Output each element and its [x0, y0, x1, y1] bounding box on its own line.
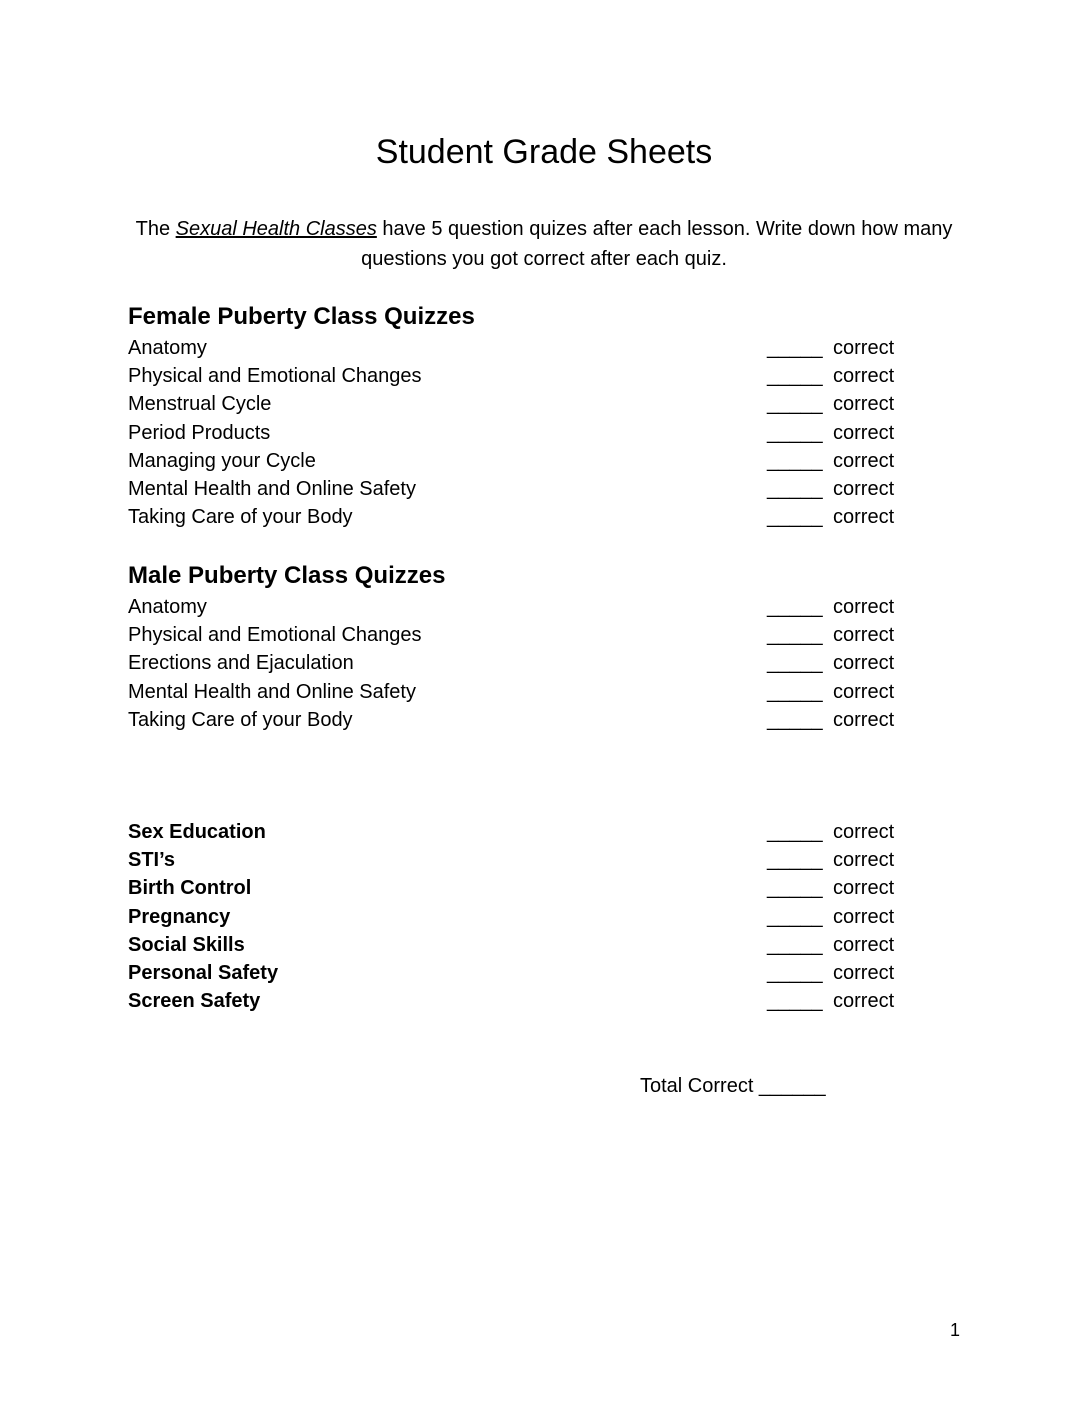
correct-label: correct: [833, 961, 895, 984]
quiz-label: Birth Control: [128, 877, 252, 900]
quiz-label: Erections and Ejaculation: [128, 652, 354, 675]
quiz-label: Taking Care of your Body: [128, 506, 353, 529]
quiz-row: [128, 419, 900, 447]
quiz-row: [128, 621, 900, 649]
quiz-label: Taking Care of your Body: [128, 708, 353, 731]
correct-label: correct: [833, 393, 895, 416]
score-blank: _____: [767, 506, 823, 529]
intro-paragraph: [128, 214, 960, 274]
quiz-row: [128, 706, 900, 734]
score-blank: _____: [767, 680, 823, 703]
score-blank: _____: [767, 652, 823, 675]
quiz-label: Managing your Cycle: [128, 449, 316, 472]
correct-label: correct: [833, 477, 895, 500]
correct-label: correct: [833, 933, 895, 956]
score-blank: _____: [767, 933, 823, 956]
quiz-label: Personal Safety: [128, 961, 279, 984]
quiz-row: [128, 678, 900, 706]
quiz-row: [128, 503, 900, 531]
quiz-row: [128, 649, 900, 677]
intro-emphasis: Sexual Health Classes: [175, 218, 377, 240]
quiz-label: Anatomy: [128, 596, 207, 618]
correct-label: correct: [833, 708, 895, 731]
quiz-row: [128, 390, 900, 418]
quiz-row: [128, 874, 900, 902]
quiz-row: [128, 334, 900, 362]
correct-label: correct: [833, 596, 895, 618]
correct-label: correct: [833, 990, 895, 1013]
quiz-row: [128, 475, 900, 503]
score-blank: _____: [767, 990, 823, 1013]
total-correct: Total Correct ______: [640, 1075, 826, 1097]
correct-label: correct: [833, 421, 895, 444]
quiz-row: [128, 593, 900, 621]
correct-label: correct: [833, 905, 895, 928]
quiz-label: Pregnancy: [128, 905, 231, 928]
correct-label: correct: [833, 365, 895, 388]
correct-label: correct: [833, 821, 895, 843]
intro-text-before: The: [135, 218, 176, 240]
quiz-label: Anatomy: [128, 337, 207, 359]
quiz-row: [128, 903, 900, 931]
quiz-list-male: [128, 593, 900, 734]
quiz-row: [128, 931, 900, 959]
score-blank: _____: [767, 624, 823, 647]
correct-label: correct: [833, 337, 895, 359]
score-blank: _____: [767, 708, 823, 731]
correct-label: correct: [833, 877, 895, 900]
quiz-label: Sex Education: [128, 821, 266, 843]
correct-label: correct: [833, 680, 895, 703]
quiz-label: Mental Health and Online Safety: [128, 680, 416, 703]
score-blank: _____: [767, 596, 823, 618]
intro-text-after: have 5 question quizes after each lesson. Write down how many questions you got correct after each quiz.: [361, 218, 953, 270]
quiz-row: [128, 362, 900, 390]
score-blank: _____: [767, 877, 823, 900]
correct-label: correct: [833, 652, 895, 675]
quiz-list-general: [128, 818, 900, 1015]
score-blank: _____: [767, 849, 823, 872]
quiz-label: Physical and Emotional Changes: [128, 624, 422, 647]
page-title: Student Grade Sheets: [375, 133, 713, 171]
correct-label: correct: [833, 624, 895, 647]
quiz-label: Period Products: [128, 421, 271, 444]
score-blank: _____: [767, 365, 823, 388]
section-heading-female: Female Puberty Class Quizzes: [128, 303, 475, 330]
quiz-row: [128, 987, 900, 1015]
quiz-label: Screen Safety: [128, 990, 261, 1013]
quiz-row: [128, 818, 900, 846]
correct-label: correct: [833, 449, 895, 472]
score-blank: _____: [767, 337, 823, 359]
score-blank: _____: [767, 393, 823, 416]
quiz-row: [128, 959, 900, 987]
section-heading-male: Male Puberty Class Quizzes: [128, 562, 446, 589]
score-blank: _____: [767, 421, 823, 444]
quiz-label: Physical and Emotional Changes: [128, 365, 422, 388]
quiz-label: STI’s: [128, 849, 176, 872]
score-blank: _____: [767, 961, 823, 984]
quiz-list-female: [128, 334, 900, 531]
score-blank: _____: [767, 449, 823, 472]
quiz-label: Social Skills: [128, 933, 245, 956]
quiz-label: Menstrual Cycle: [128, 393, 272, 416]
quiz-label: Mental Health and Online Safety: [128, 477, 416, 500]
page-number: 1: [949, 1320, 960, 1340]
score-blank: _____: [767, 477, 823, 500]
quiz-row: [128, 447, 900, 475]
correct-label: correct: [833, 849, 895, 872]
correct-label: correct: [833, 506, 895, 529]
quiz-row: [128, 846, 900, 874]
score-blank: _____: [767, 821, 823, 843]
score-blank: _____: [767, 905, 823, 928]
